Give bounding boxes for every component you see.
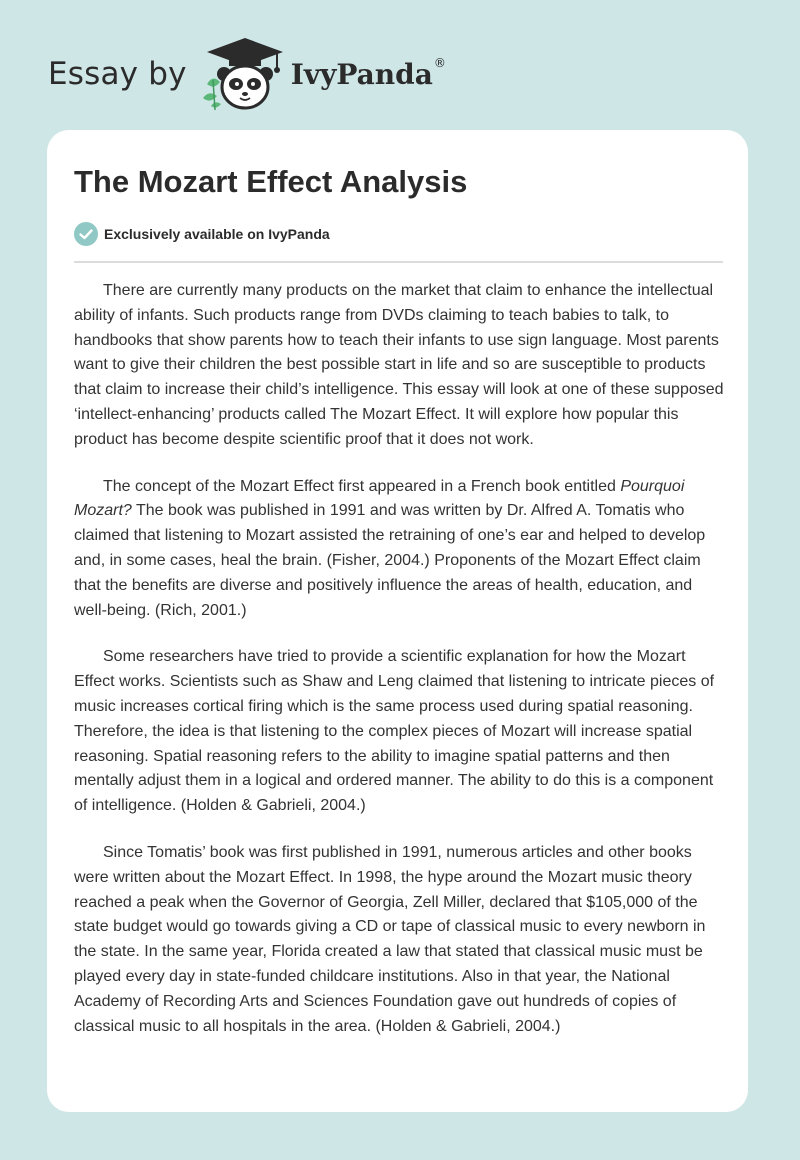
book-title: Pourquoi Mozart? — [74, 477, 685, 520]
essay-by-label: Essay by — [48, 56, 187, 92]
panda-graduate-icon[interactable] — [193, 34, 289, 114]
registered-mark: ® — [433, 56, 446, 70]
paragraph-1: There are currently many products on the market that claim to enhance the intellectual ability of infants. Such products range from DVDs claiming to teach babies to talk, to handbooks that show parents how to teach their infants to use sign language. Most parents want to give their children the best possible start in life and so are susceptible to products that claim to increase their child’s intelligence. This essay will look at one of these supposed ‘intellect-enhancing’ products called The Mozart Effect. It will explore how popular this product has become despite scientific proof that it does not work. — [74, 282, 724, 448]
paragraph-3: Some researchers have tried to provide a scientific explanation for how the Mozart Effect works. Scientists such as Shaw and Leng claimed that listening to intricate pieces of music increases cortical firing which is the same process used during spatial reasoning. Therefore, the idea is that listening to the complex pieces of Mozart will increase spatial reasoning. Spatial reasoning refers to the ability to imagine spatial patterns and then mentally adjust them in a logical and ordered manner. The ability to do this is a component of intelligence. (Holden & Gabrieli, 2004.) — [74, 648, 715, 815]
page-title: The Mozart Effect Analysis — [74, 164, 468, 199]
exclusive-badge — [74, 222, 330, 246]
brand-name: IvyPanda — [290, 57, 433, 91]
check-circle-icon — [74, 222, 98, 246]
paragraph-2 — [74, 475, 724, 624]
paragraph-2-text-end: The book was published in 1991 and was written by Dr. Alfred A. Tomatis who claimed that listening to Mozart assisted the retraining of one’s ear and helped to develop and, in some cases, heal the brain. (Fisher, 2004.) Proponents of the Mozart Effect claim that the benefits are diverse and positively influence the areas of health, education, and well-being. (Rich, 2001.) — [74, 502, 706, 619]
paragraph-4: Since Tomatis’ book was first published in 1991, numerous articles and other books were written about the Mozart Effect. In 1998, the hype around the Mozart music theory reached a peak when the Governor of Georgia, Zell Miller, declared that $105,000 of the state budget would go towards giving a CD or tape of classical music to every newborn in the state. In the same year, Florida created a law that stated that classical music must be played every day in state-funded childcare institutions. Also in that year, the National Academy of Recording Arts and Sciences Foundation gave out hundreds of copies of classical music to all hospitals in the area. (Holden & Gabrieli, 2004.) — [74, 843, 706, 1035]
paragraph-2-text-start: The concept of the Mozart Effect first appeared in a French book entitled — [103, 477, 621, 495]
divider — [74, 261, 723, 263]
essay-card — [47, 130, 748, 1112]
exclusive-label: Exclusively available on IvyPanda — [104, 226, 330, 242]
site-header — [48, 34, 446, 114]
essay-body — [74, 279, 724, 1061]
